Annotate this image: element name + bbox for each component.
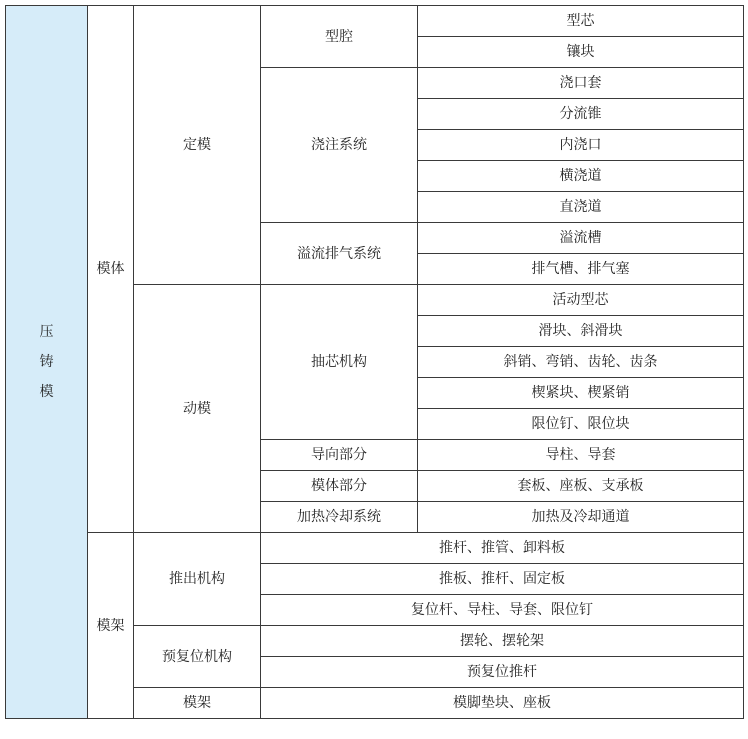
group-label-frame: 模架 [134, 688, 261, 719]
section-label-mold-body: 模体 [88, 6, 134, 533]
component-cell: 楔紧块、楔紧销 [418, 378, 744, 409]
component-cell: 活动型芯 [418, 285, 744, 316]
table-row [6, 533, 744, 564]
component-cell: 模脚垫块、座板 [261, 688, 744, 719]
component-cell: 排气槽、排气塞 [418, 254, 744, 285]
component-cell: 导柱、导套 [418, 440, 744, 471]
component-cell: 限位钉、限位块 [418, 409, 744, 440]
table-row [6, 6, 744, 37]
subgroup-label-cavity: 型腔 [261, 6, 418, 68]
subgroup-label-overflow-vent: 溢流排气系统 [261, 223, 418, 285]
component-cell: 滑块、斜滑块 [418, 316, 744, 347]
component-cell: 套板、座板、支承板 [418, 471, 744, 502]
root-label-cell [6, 6, 88, 719]
component-cell: 浇口套 [418, 68, 744, 99]
component-cell: 溢流槽 [418, 223, 744, 254]
component-cell: 镶块 [418, 37, 744, 68]
die-casting-mold-structure-table [5, 5, 744, 719]
structure-table-wrapper [5, 5, 744, 719]
section-label-mold-base: 模架 [88, 533, 134, 719]
group-label-fixed-half: 定模 [134, 6, 261, 285]
component-cell: 横浇道 [418, 161, 744, 192]
component-cell: 推板、推杆、固定板 [261, 564, 744, 595]
root-char: 铸 [39, 354, 54, 370]
component-cell: 摆轮、摆轮架 [261, 626, 744, 657]
group-label-pre-reset: 预复位机构 [134, 626, 261, 688]
subgroup-label-heating-cooling: 加热冷却系统 [261, 502, 418, 533]
component-cell: 预复位推杆 [261, 657, 744, 688]
component-cell: 复位杆、导柱、导套、限位钉 [261, 595, 744, 626]
subgroup-label-body-part: 模体部分 [261, 471, 418, 502]
subgroup-label-guiding: 导向部分 [261, 440, 418, 471]
group-label-moving-half: 动模 [134, 285, 261, 533]
component-cell: 加热及冷却通道 [418, 502, 744, 533]
root-char: 模 [39, 384, 54, 400]
component-cell: 分流锥 [418, 99, 744, 130]
component-cell: 推杆、推管、卸料板 [261, 533, 744, 564]
subgroup-label-gating-system: 浇注系统 [261, 68, 418, 223]
subgroup-label-core-pulling: 抽芯机构 [261, 285, 418, 440]
component-cell: 斜销、弯销、齿轮、齿条 [418, 347, 744, 378]
root-char: 压 [39, 324, 54, 340]
component-cell: 内浇口 [418, 130, 744, 161]
component-cell: 直浇道 [418, 192, 744, 223]
group-label-ejection: 推出机构 [134, 533, 261, 626]
component-cell: 型芯 [418, 6, 744, 37]
